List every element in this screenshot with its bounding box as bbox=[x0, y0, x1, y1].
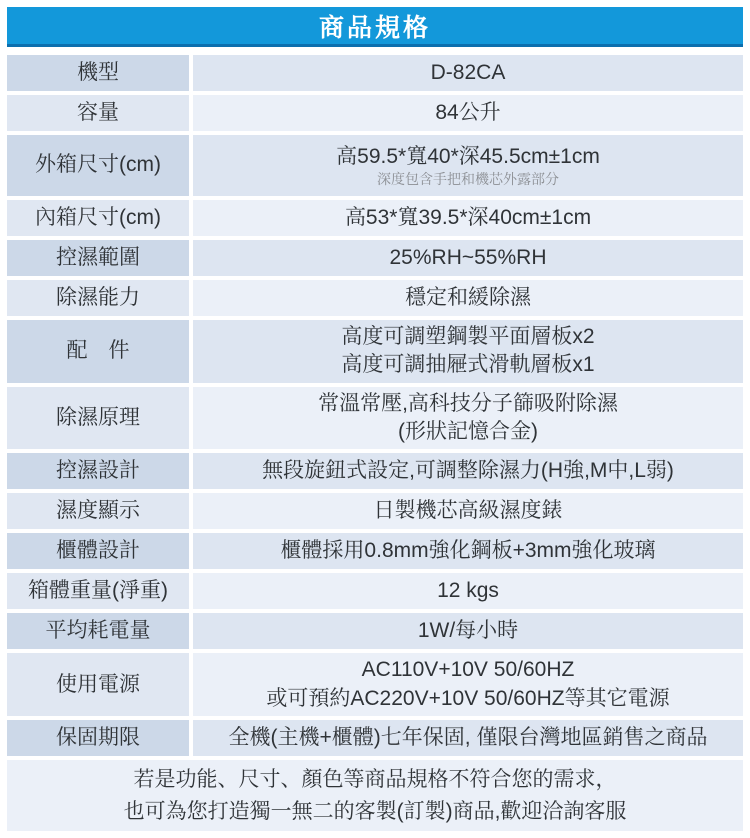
spec-value bbox=[193, 387, 743, 450]
spec-row-control-design bbox=[7, 453, 743, 489]
spec-row-power-source bbox=[7, 653, 743, 716]
spec-value-line: 1W/每小時 bbox=[417, 619, 519, 643]
spec-value-line: 高度可調塑鋼製平面層板x2 bbox=[341, 325, 595, 348]
spec-value bbox=[193, 240, 743, 276]
spec-value-line: 日製機芯高級濕度錶 bbox=[373, 499, 563, 523]
spec-row-capacity bbox=[7, 95, 743, 131]
spec-value-line: 櫃體採用0.8mm強化鋼板+3mm強化玻璃 bbox=[280, 539, 656, 563]
spec-value-line: 高53*寬39.5*深40cm±1cm bbox=[344, 205, 592, 229]
spec-label: 控濕範圍 bbox=[7, 240, 189, 276]
spec-value bbox=[193, 533, 743, 569]
spec-value-line: 84公升 bbox=[435, 100, 501, 124]
spec-row-accessories bbox=[7, 320, 743, 383]
title-bar bbox=[7, 7, 743, 47]
spec-label: 平均耗電量 bbox=[7, 613, 189, 649]
spec-value bbox=[193, 135, 743, 196]
spec-row-weight bbox=[7, 573, 743, 609]
spec-value-line: 高59.5*寬40*深45.5cm±1cm bbox=[336, 144, 600, 168]
spec-label: 機型 bbox=[7, 55, 189, 91]
spec-label: 除濕原理 bbox=[7, 387, 189, 450]
spec-value bbox=[193, 200, 743, 236]
spec-value-line: 穩定和緩除濕 bbox=[405, 285, 531, 309]
spec-row-principle bbox=[7, 387, 743, 450]
page-title: 商品規格 bbox=[318, 13, 431, 42]
spec-row-model bbox=[7, 55, 743, 91]
spec-value bbox=[193, 453, 743, 489]
spec-value-line: 全機(主機+櫃體)七年保固, 僅限台灣地區銷售之商品 bbox=[228, 725, 708, 749]
spec-value bbox=[193, 55, 743, 91]
spec-row-warranty bbox=[7, 720, 743, 756]
spec-value bbox=[193, 653, 743, 716]
spec-value bbox=[193, 613, 743, 649]
spec-label: 使用電源 bbox=[7, 653, 189, 716]
notice-line: 若是功能、尺寸、顏色等商品規格不符合您的需求， bbox=[133, 768, 617, 792]
spec-value-line: AC110V+10V 50/60HZ bbox=[361, 658, 575, 682]
custom-order-notice bbox=[7, 760, 743, 831]
spec-value-line: 常溫常壓,高科技分子篩吸附除濕 bbox=[318, 391, 618, 415]
spec-value bbox=[193, 280, 743, 316]
spec-value bbox=[193, 720, 743, 756]
spec-label: 配 件 bbox=[7, 320, 189, 383]
spec-value bbox=[193, 493, 743, 529]
spec-row-cabinet-design bbox=[7, 533, 743, 569]
spec-row-humidity-range bbox=[7, 240, 743, 276]
spec-label: 控濕設計 bbox=[7, 453, 189, 489]
spec-label: 內箱尺寸(cm) bbox=[7, 200, 189, 236]
spec-value-line: (形狀記憶合金) bbox=[398, 420, 538, 444]
spec-value bbox=[193, 320, 743, 383]
spec-value bbox=[193, 573, 743, 609]
notice-line: 也可為您打造獨一無二的客製(訂製)商品,歡迎洽詢客服 bbox=[123, 799, 627, 823]
spec-table bbox=[7, 55, 743, 756]
spec-row-humidity-display bbox=[7, 493, 743, 529]
spec-value-line: 高度可調抽屜式滑軌層板x1 bbox=[341, 353, 595, 377]
spec-value-line: 12 kgs bbox=[437, 579, 499, 603]
spec-label: 容量 bbox=[7, 95, 189, 131]
spec-row-dehumidify-ability bbox=[7, 280, 743, 316]
spec-label: 濕度顯示 bbox=[7, 493, 189, 529]
spec-value-note: 深度包含手把和機芯外露部分 bbox=[377, 171, 559, 188]
spec-label: 保固期限 bbox=[7, 720, 189, 756]
spec-value-line: 或可預約AC220V+10V 50/60HZ等其它電源 bbox=[266, 686, 670, 710]
spec-value-line: 無段旋鈕式設定,可調整除濕力(H強,M中,L弱) bbox=[262, 459, 674, 483]
spec-label: 除濕能力 bbox=[7, 280, 189, 316]
spec-label: 外箱尺寸(cm) bbox=[7, 135, 189, 196]
spec-label: 箱體重量(淨重) bbox=[7, 573, 189, 609]
spec-row-outer-size bbox=[7, 135, 743, 196]
spec-value bbox=[193, 95, 743, 131]
spec-row-power-consumption bbox=[7, 613, 743, 649]
spec-label: 櫃體設計 bbox=[7, 533, 189, 569]
spec-value-line: D-82CA bbox=[430, 60, 506, 84]
spec-row-inner-size bbox=[7, 200, 743, 236]
spec-value-line: 25%RH~55%RH bbox=[389, 245, 547, 269]
